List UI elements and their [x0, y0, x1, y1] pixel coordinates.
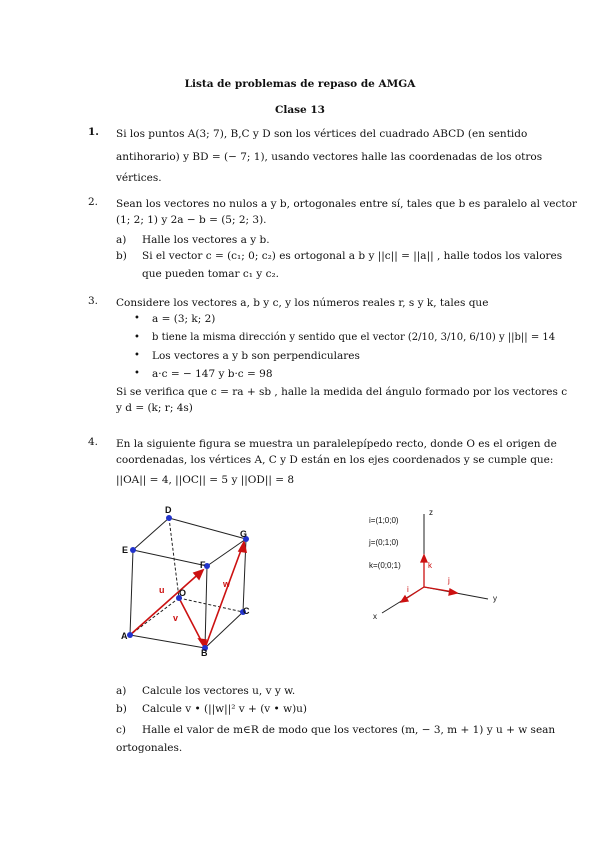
problem-3-bullet: a·c = − 147 y b·c = 98: [152, 368, 273, 380]
vertex-label: G: [240, 529, 248, 539]
vector-w-arrow: [205, 542, 244, 648]
problem-1-line: Si los puntos A(3; 7), B,C y D son los vértices del cuadrado ABCD (en sentido: [116, 128, 528, 140]
vertex-a-dot: [127, 632, 133, 638]
problem-4-number: 4.: [88, 436, 99, 448]
problem-3-bullet: b tiene la misma dirección y sentido que el vector (2/10, 3/10, 6/10) y ||b|| = 14: [152, 332, 556, 343]
problem-3-closing: y d = (k; r; 4s): [116, 402, 193, 414]
problem-4a-text: Calcule los vectores u, v y w.: [142, 685, 296, 697]
problem-3-number: 3.: [88, 295, 99, 307]
problem-1-line: antihorario) y BD = (− 7; 1), usando vectores halle las coordenadas de los otros: [116, 151, 543, 163]
problem-4b-text: Calcule v • (||w||² v + (v • w)u): [142, 703, 308, 715]
problem-4b-label: b): [116, 703, 127, 715]
unit-label: k: [428, 561, 432, 570]
arrowhead-icon: [449, 589, 457, 595]
vertex-label: E: [122, 545, 129, 555]
problem-3-bullet: a = (3; k; 2): [152, 313, 216, 325]
problem-2a-label: a): [116, 234, 127, 246]
page-subtitle: Clase 13: [274, 104, 325, 116]
problem-1-number: 1.: [88, 126, 99, 138]
vertex-label: F: [200, 560, 206, 570]
vertex-d-dot: [166, 515, 172, 521]
vector-label: v: [173, 613, 179, 623]
vertex-label: B: [201, 648, 208, 658]
basis-label: k=(0;0;1): [369, 561, 401, 570]
problem-2b-text: que pueden tomar c₁ y c₂.: [142, 268, 280, 280]
basis-label: i=(1;0;0): [369, 516, 399, 525]
problem-4-norms: ||OA|| = 4, ||OC|| = 5 y ||OD|| = 8: [116, 474, 295, 486]
axis-label: z: [429, 508, 433, 517]
problem-1-line: vértices.: [116, 172, 162, 184]
unit-label: i: [407, 585, 409, 594]
problem-2-line: Sean los vectores no nulos a y b, ortogonales entre sí, tales que b es paralelo al vector: [116, 198, 577, 210]
vertex-label: D: [165, 505, 172, 515]
vertex-label: C: [243, 606, 250, 616]
vector-u-arrow: [130, 570, 203, 635]
axis-label: y: [493, 594, 497, 603]
problem-2a-text: Halle los vectores a y b.: [142, 234, 270, 246]
problem-3-bullet: Los vectores a y b son perpendiculares: [152, 350, 360, 362]
arrowhead-icon: [421, 555, 427, 562]
bullet-icon: •: [134, 332, 140, 343]
bullet-icon: •: [134, 350, 140, 361]
problem-4c-text: Halle el valor de m∈R de modo que los vectores (m, − 3, m + 1) y u + w sean: [142, 724, 556, 736]
problem-2-number: 2.: [88, 196, 99, 208]
problem-4c-text: ortogonales.: [116, 742, 183, 754]
vertex-e-dot: [130, 547, 136, 553]
problem-3-closing: Si se verifica que c = ra + sb , halle la medida del ángulo formado por los vectores c: [116, 386, 568, 398]
vertex-label: O: [179, 588, 187, 598]
arrowhead-icon: [401, 596, 408, 602]
vector-label: u: [159, 585, 165, 595]
basis-label: j=(0;1;0): [369, 538, 399, 547]
parallelepiped-figure: [115, 500, 265, 660]
problem-4a-label: a): [116, 685, 127, 697]
axes-figure: [360, 502, 510, 632]
problem-4-line: En la siguiente figura se muestra un paralelepípedo recto, donde O es el origen de: [116, 438, 557, 450]
problem-2-line: (1; 2; 1) y 2a − b = (5; 2; 3).: [116, 214, 267, 226]
page-title: Lista de problemas de repaso de AMGA: [184, 78, 416, 90]
unit-label: j: [448, 576, 450, 585]
bullet-icon: •: [134, 313, 140, 324]
problem-4-line: coordenadas, los vértices A, C y D están en los ejes coordenados y se cumple que:: [116, 454, 554, 466]
vector-label: w: [223, 579, 231, 589]
axis-label: x: [373, 612, 377, 621]
problem-4c-label: c): [116, 724, 126, 736]
problem-3-intro: Considere los vectores a, b y c, y los números reales r, s y k, tales que: [116, 297, 489, 309]
problem-2b-label: b): [116, 250, 127, 262]
bullet-icon: •: [134, 368, 140, 379]
problem-2b-text: Si el vector c = (c₁; 0; c₂) es ortogonal a b y ||c|| = ||a|| , halle todos los valores: [142, 250, 563, 262]
vertex-label: A: [121, 631, 128, 641]
